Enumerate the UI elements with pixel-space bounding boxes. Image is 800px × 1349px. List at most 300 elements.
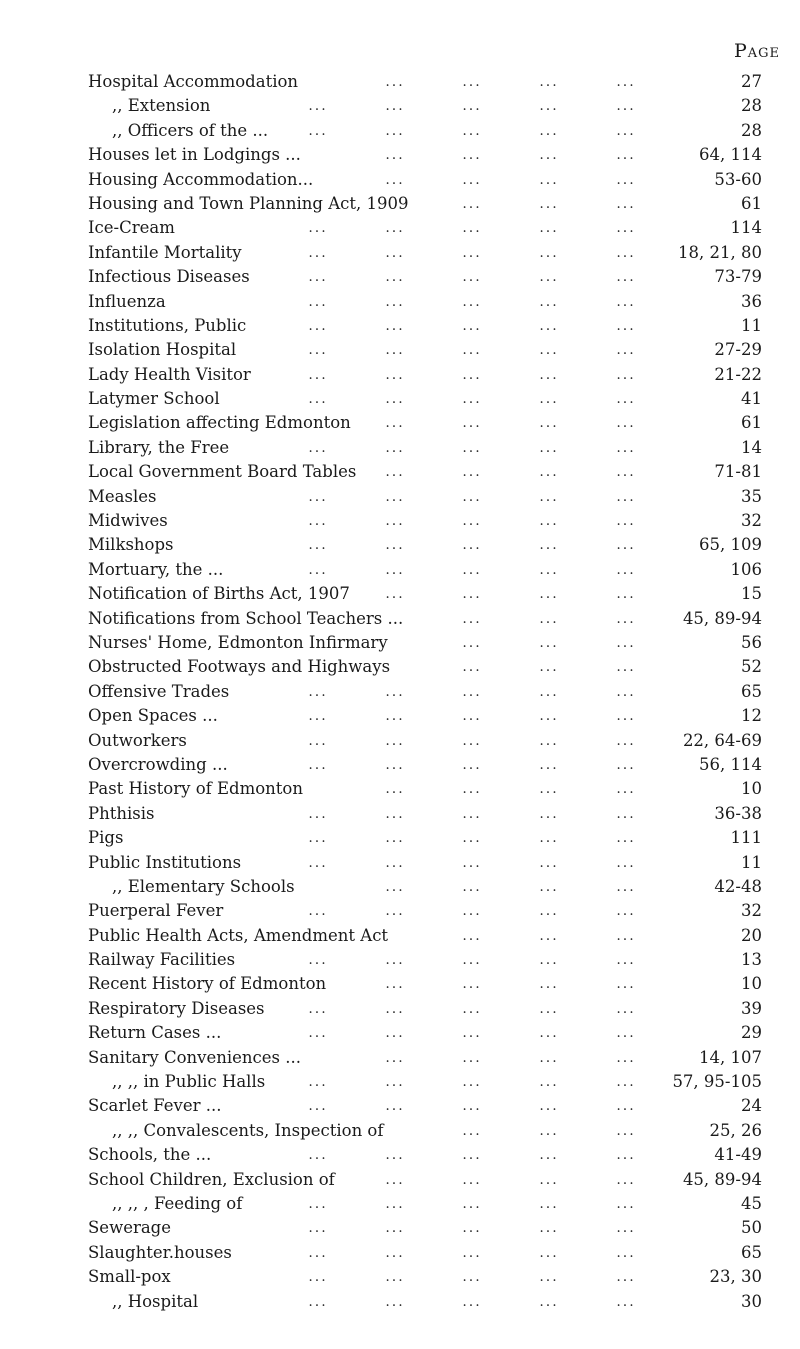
leader-dots: ... — [539, 1269, 559, 1286]
leader-dots: ... — [539, 317, 559, 334]
leader-dots: ... — [462, 952, 482, 969]
leader-dots: ... — [385, 244, 405, 261]
index-entry — [88, 192, 762, 216]
leader-dots: ... — [385, 1000, 405, 1017]
leader-dots: ... — [462, 561, 482, 578]
leader-dots: ... — [539, 634, 559, 651]
leader-dots: ... — [385, 1244, 405, 1261]
leader-dots: ... — [308, 269, 328, 286]
entry-pages: 28 — [741, 96, 762, 116]
entry-pages: 30 — [741, 1291, 762, 1311]
index-entry — [88, 777, 762, 801]
index-entry — [88, 1168, 762, 1192]
leader-dots: ... — [616, 317, 636, 334]
entry-pages: 106 — [730, 559, 762, 579]
leader-dots: ... — [616, 1098, 636, 1115]
leader-dots: ... — [385, 1195, 405, 1212]
entry-label: Return Cases ... — [88, 1023, 222, 1043]
leader-dots: ... — [462, 1244, 482, 1261]
leader-dots: ... — [616, 683, 636, 700]
leader-dots: ... — [308, 854, 328, 871]
leader-dots: ... — [308, 1293, 328, 1310]
leader-dots: ... — [462, 903, 482, 920]
index-entry — [88, 509, 762, 533]
leader-dots: ... — [385, 513, 405, 530]
leader-dots: ... — [462, 342, 482, 359]
leader-dots: ... — [539, 1049, 559, 1066]
leader-dots: ... — [308, 1000, 328, 1017]
entry-pages: 27-29 — [714, 340, 762, 360]
index-entry — [88, 1241, 762, 1265]
entry-label: Houses let in Lodgings ... — [88, 145, 301, 165]
leader-dots: ... — [385, 854, 405, 871]
entry-label: Nurses' Home, Edmonton Infirmary — [88, 632, 388, 652]
index-entry — [88, 143, 762, 167]
leader-dots: ... — [539, 854, 559, 871]
leader-dots: ... — [616, 1074, 636, 1091]
leader-dots: ... — [462, 1025, 482, 1042]
leader-dots: ... — [308, 708, 328, 725]
leader-dots: ... — [385, 903, 405, 920]
entry-label: Obstructed Footways and Highways — [88, 657, 391, 677]
index-entry — [88, 997, 762, 1021]
leader-dots: ... — [616, 366, 636, 383]
leader-dots: ... — [462, 1122, 482, 1139]
entry-label: School Children, Exclusion of — [88, 1169, 335, 1189]
leader-dots: ... — [308, 391, 328, 408]
leader-dots: ... — [539, 708, 559, 725]
leader-dots: ... — [462, 415, 482, 432]
leader-dots: ... — [616, 244, 636, 261]
index-entry — [88, 290, 762, 314]
leader-dots: ... — [385, 683, 405, 700]
leader-dots: ... — [385, 415, 405, 432]
entry-pages: 53-60 — [714, 169, 762, 189]
leader-dots: ... — [539, 586, 559, 603]
leader-dots: ... — [616, 195, 636, 212]
entry-pages: 45, 89-94 — [682, 608, 762, 628]
leader-dots: ... — [385, 878, 405, 895]
page-column-heading: Page — [733, 40, 780, 62]
index-entry — [88, 875, 762, 899]
index-entry — [88, 851, 762, 875]
entry-label: Mortuary, the ... — [88, 559, 224, 579]
leader-dots: ... — [462, 74, 482, 90]
leader-dots: ... — [539, 659, 559, 676]
leader-dots: ... — [462, 1195, 482, 1212]
leader-dots: ... — [616, 1049, 636, 1066]
leader-dots: ... — [308, 244, 328, 261]
entry-pages: 18, 21, 80 — [678, 242, 762, 262]
entry-pages: 50 — [741, 1218, 762, 1238]
leader-dots: ... — [539, 415, 559, 432]
leader-dots: ... — [462, 1000, 482, 1017]
index-entry — [88, 1216, 762, 1240]
leader-dots: ... — [616, 1000, 636, 1017]
leader-dots: ... — [385, 342, 405, 359]
leader-dots: ... — [385, 1269, 405, 1286]
entry-pages: 14, 107 — [699, 1047, 762, 1067]
entry-label: Local Government Board Tables — [88, 462, 357, 482]
leader-dots: ... — [539, 952, 559, 969]
entry-label: Notification of Births Act, 1907 — [88, 584, 350, 604]
leader-dots: ... — [308, 1025, 328, 1042]
entry-label: ,, ,, Convalescents, Inspection of — [112, 1120, 384, 1140]
index-entry — [88, 899, 762, 923]
index-entry — [88, 948, 762, 972]
entry-label: ,, Officers of the ... — [112, 120, 269, 140]
leader-dots: ... — [539, 903, 559, 920]
entry-pages: 11 — [741, 852, 762, 872]
leader-dots: ... — [616, 171, 636, 188]
index-entry — [88, 70, 762, 94]
leader-dots: ... — [462, 586, 482, 603]
leader-dots: ... — [616, 903, 636, 920]
entry-pages: 42-48 — [714, 876, 762, 896]
leader-dots: ... — [616, 878, 636, 895]
entry-label: Lady Health Visitor — [88, 364, 251, 384]
leader-dots: ... — [462, 1171, 482, 1188]
leader-dots: ... — [462, 1293, 482, 1310]
entry-pages: 15 — [741, 584, 762, 604]
entry-label: Housing Accommodation... — [88, 169, 314, 189]
leader-dots: ... — [308, 293, 328, 310]
entry-label: Infantile Mortality — [88, 242, 242, 262]
entry-pages: 20 — [741, 925, 762, 945]
leader-dots: ... — [616, 756, 636, 773]
entry-pages: 41 — [741, 389, 762, 409]
leader-dots: ... — [385, 561, 405, 578]
leader-dots: ... — [385, 756, 405, 773]
leader-dots: ... — [308, 220, 328, 237]
entry-pages: 13 — [741, 950, 762, 970]
index-entry — [88, 241, 762, 265]
leader-dots: ... — [308, 1098, 328, 1115]
leader-dots: ... — [462, 98, 482, 115]
leader-dots: ... — [462, 513, 482, 530]
leader-dots: ... — [462, 122, 482, 139]
leader-dots: ... — [462, 488, 482, 505]
index-entry — [88, 631, 762, 655]
entry-label: Housing and Town Planning Act, 1909 — [88, 193, 409, 213]
leader-dots: ... — [539, 195, 559, 212]
leader-dots: ... — [616, 391, 636, 408]
leader-dots: ... — [539, 1171, 559, 1188]
leader-dots: ... — [539, 756, 559, 773]
leader-dots: ... — [462, 854, 482, 871]
entry-label: Influenza — [88, 291, 166, 311]
leader-dots: ... — [539, 488, 559, 505]
entry-label: Railway Facilities — [88, 950, 236, 970]
index-entry — [88, 1094, 762, 1118]
leader-dots: ... — [539, 269, 559, 286]
leader-dots: ... — [308, 122, 328, 139]
leader-dots: ... — [539, 220, 559, 237]
index-entry — [88, 1192, 762, 1216]
entry-label: Public Institutions — [88, 852, 242, 872]
leader-dots: ... — [539, 366, 559, 383]
leader-dots: ... — [385, 366, 405, 383]
index-entry — [88, 753, 762, 777]
index-entry — [88, 972, 762, 996]
index-entry — [88, 655, 762, 679]
leader-dots: ... — [308, 1195, 328, 1212]
leader-dots: ... — [616, 464, 636, 481]
leader-dots: ... — [539, 391, 559, 408]
entry-label: Puerperal Fever — [88, 901, 224, 921]
entry-pages: 36-38 — [714, 803, 762, 823]
leader-dots: ... — [539, 683, 559, 700]
leader-dots: ... — [385, 439, 405, 456]
entry-label: Hospital Accommodation — [88, 72, 299, 91]
leader-dots: ... — [539, 244, 559, 261]
leader-dots: ... — [308, 366, 328, 383]
leader-dots: ... — [385, 708, 405, 725]
leader-dots: ... — [539, 1000, 559, 1017]
leader-dots: ... — [308, 439, 328, 456]
entry-label: Milkshops — [88, 535, 174, 555]
leader-dots: ... — [385, 1171, 405, 1188]
entry-pages: 22, 64-69 — [682, 730, 762, 750]
entry-label: Library, the Free — [88, 437, 230, 457]
leader-dots: ... — [539, 1122, 559, 1139]
index-entry — [88, 1119, 762, 1143]
leader-dots: ... — [616, 513, 636, 530]
leader-dots: ... — [462, 805, 482, 822]
entry-pages: 29 — [741, 1023, 762, 1043]
entry-pages: 61 — [741, 193, 762, 213]
index-entry — [88, 1265, 762, 1289]
leader-dots: ... — [385, 122, 405, 139]
leader-dots: ... — [308, 1244, 328, 1261]
leader-dots: ... — [616, 1171, 636, 1188]
leader-dots: ... — [616, 586, 636, 603]
leader-dots: ... — [385, 1049, 405, 1066]
entry-label: Notifications from School Teachers ... — [88, 608, 404, 628]
leader-dots: ... — [462, 293, 482, 310]
leader-dots: ... — [539, 927, 559, 944]
leader-dots: ... — [385, 488, 405, 505]
entry-pages: 12 — [741, 706, 762, 726]
index-entry — [88, 607, 762, 631]
entry-pages: 28 — [741, 120, 762, 140]
leader-dots: ... — [539, 1244, 559, 1261]
leader-dots: ... — [462, 1269, 482, 1286]
leader-dots: ... — [616, 830, 636, 847]
leader-dots: ... — [462, 391, 482, 408]
leader-dots: ... — [539, 122, 559, 139]
leader-dots: ... — [462, 830, 482, 847]
leader-dots: ... — [462, 244, 482, 261]
leader-dots: ... — [462, 464, 482, 481]
leader-dots: ... — [462, 1049, 482, 1066]
index-entry — [88, 168, 762, 192]
entry-label: ,, ,, in Public Halls — [112, 1072, 266, 1092]
entry-pages: 56, 114 — [699, 754, 762, 774]
leader-dots: ... — [308, 830, 328, 847]
leader-dots: ... — [616, 854, 636, 871]
entry-pages: 114 — [730, 218, 762, 238]
entry-pages: 21-22 — [714, 364, 762, 384]
leader-dots: ... — [462, 781, 482, 798]
leader-dots: ... — [616, 98, 636, 115]
entry-pages: 32 — [741, 901, 762, 921]
leader-dots: ... — [539, 976, 559, 993]
leader-dots: ... — [308, 903, 328, 920]
entry-label: Infectious Diseases — [88, 267, 250, 287]
leader-dots: ... — [616, 561, 636, 578]
entry-label: Pigs — [88, 828, 124, 848]
leader-dots: ... — [616, 74, 636, 90]
index-entry — [88, 265, 762, 289]
index-entry — [88, 1070, 762, 1094]
leader-dots: ... — [385, 1074, 405, 1091]
index-entry — [88, 119, 762, 143]
leader-dots: ... — [308, 98, 328, 115]
leader-dots: ... — [616, 122, 636, 139]
leader-dots: ... — [539, 732, 559, 749]
entry-label: Measles — [88, 486, 157, 506]
leader-dots: ... — [462, 756, 482, 773]
entry-label: Scarlet Fever ... — [88, 1096, 222, 1116]
leader-dots: ... — [539, 1074, 559, 1091]
index-entry — [88, 485, 762, 509]
leader-dots: ... — [616, 610, 636, 627]
leader-dots: ... — [308, 513, 328, 530]
leader-dots: ... — [616, 415, 636, 432]
leader-dots: ... — [385, 98, 405, 115]
entry-label: Sanitary Conveniences ... — [88, 1047, 301, 1067]
leader-dots: ... — [308, 1147, 328, 1164]
leader-dots: ... — [385, 952, 405, 969]
leader-dots: ... — [616, 537, 636, 554]
index-entry — [88, 1290, 762, 1314]
leader-dots: ... — [462, 195, 482, 212]
index-entry — [88, 1046, 762, 1070]
leader-dots: ... — [462, 1098, 482, 1115]
leader-dots: ... — [539, 878, 559, 895]
entry-label: Isolation Hospital — [88, 340, 237, 360]
entry-pages: 35 — [741, 486, 762, 506]
index-entry — [88, 387, 762, 411]
index-entry — [88, 704, 762, 728]
leader-dots: ... — [539, 781, 559, 798]
leader-dots: ... — [616, 439, 636, 456]
leader-dots: ... — [539, 98, 559, 115]
entry-pages: 11 — [741, 315, 762, 335]
entry-pages: 64, 114 — [699, 145, 762, 165]
leader-dots: ... — [616, 927, 636, 944]
leader-dots: ... — [462, 366, 482, 383]
index-entry — [88, 436, 762, 460]
leader-dots: ... — [462, 317, 482, 334]
leader-dots: ... — [616, 1147, 636, 1164]
leader-dots: ... — [539, 830, 559, 847]
leader-dots: ... — [462, 537, 482, 554]
index-entry — [88, 363, 762, 387]
leader-dots: ... — [308, 732, 328, 749]
entry-label: ,, ,, , Feeding of — [112, 1193, 243, 1213]
entry-label: Midwives — [88, 511, 168, 531]
leader-dots: ... — [385, 1293, 405, 1310]
entry-pages: 56 — [741, 632, 762, 652]
index-entry — [88, 338, 762, 362]
leader-dots: ... — [616, 1293, 636, 1310]
leader-dots: ... — [616, 952, 636, 969]
leader-dots: ... — [616, 488, 636, 505]
entry-label: Past History of Edmonton — [88, 779, 303, 799]
index-entry — [88, 94, 762, 118]
leader-dots: ... — [308, 342, 328, 359]
entry-pages: 36 — [741, 291, 762, 311]
leader-dots: ... — [462, 171, 482, 188]
leader-dots: ... — [539, 342, 559, 359]
leader-dots: ... — [462, 878, 482, 895]
leader-dots: ... — [616, 1220, 636, 1237]
entry-label: Open Spaces ... — [88, 706, 218, 726]
entry-pages: 23, 30 — [709, 1267, 762, 1287]
entry-pages: 61 — [741, 413, 762, 433]
index-entry — [88, 1143, 762, 1167]
leader-dots: ... — [462, 220, 482, 237]
leader-dots: ... — [539, 610, 559, 627]
entry-pages: 10 — [741, 974, 762, 994]
leader-dots: ... — [616, 781, 636, 798]
leader-dots: ... — [539, 293, 559, 310]
leader-dots: ... — [385, 976, 405, 993]
entry-label: Small-pox — [88, 1267, 171, 1287]
entry-label: Ice-Cream — [88, 218, 175, 238]
entry-label: ,, Hospital — [112, 1291, 199, 1311]
entry-label: Latymer School — [88, 389, 220, 409]
entry-pages: 52 — [741, 657, 762, 677]
entry-pages: 39 — [741, 998, 762, 1018]
leader-dots: ... — [385, 732, 405, 749]
leader-dots: ... — [616, 293, 636, 310]
entry-pages: 57, 95-105 — [672, 1072, 762, 1092]
entry-pages: 41-49 — [714, 1145, 762, 1165]
entry-label: Public Health Acts, Amendment Act — [88, 925, 389, 945]
leader-dots: ... — [385, 220, 405, 237]
index-entry — [88, 533, 762, 557]
leader-dots: ... — [616, 1195, 636, 1212]
leader-dots: ... — [462, 1074, 482, 1091]
leader-dots: ... — [539, 171, 559, 188]
leader-dots: ... — [539, 1195, 559, 1212]
leader-dots: ... — [385, 74, 405, 90]
leader-dots: ... — [385, 830, 405, 847]
leader-dots: ... — [539, 1147, 559, 1164]
leader-dots: ... — [616, 805, 636, 822]
leader-dots: ... — [616, 708, 636, 725]
leader-dots: ... — [385, 317, 405, 334]
leader-dots: ... — [385, 1025, 405, 1042]
index-entry — [88, 582, 762, 606]
leader-dots: ... — [385, 805, 405, 822]
entry-label: Slaughter.houses — [88, 1242, 232, 1262]
entry-pages: 65, 109 — [699, 535, 762, 555]
leader-dots: ... — [385, 464, 405, 481]
leader-dots: ... — [462, 927, 482, 944]
leader-dots: ... — [308, 1269, 328, 1286]
entry-pages: 14 — [741, 437, 762, 457]
entry-label: Sewerage — [88, 1218, 172, 1238]
leader-dots: ... — [539, 805, 559, 822]
leader-dots: ... — [462, 634, 482, 651]
entry-pages: 45 — [741, 1193, 762, 1213]
index-entry — [88, 314, 762, 338]
entry-label: ,, Extension — [112, 96, 211, 116]
